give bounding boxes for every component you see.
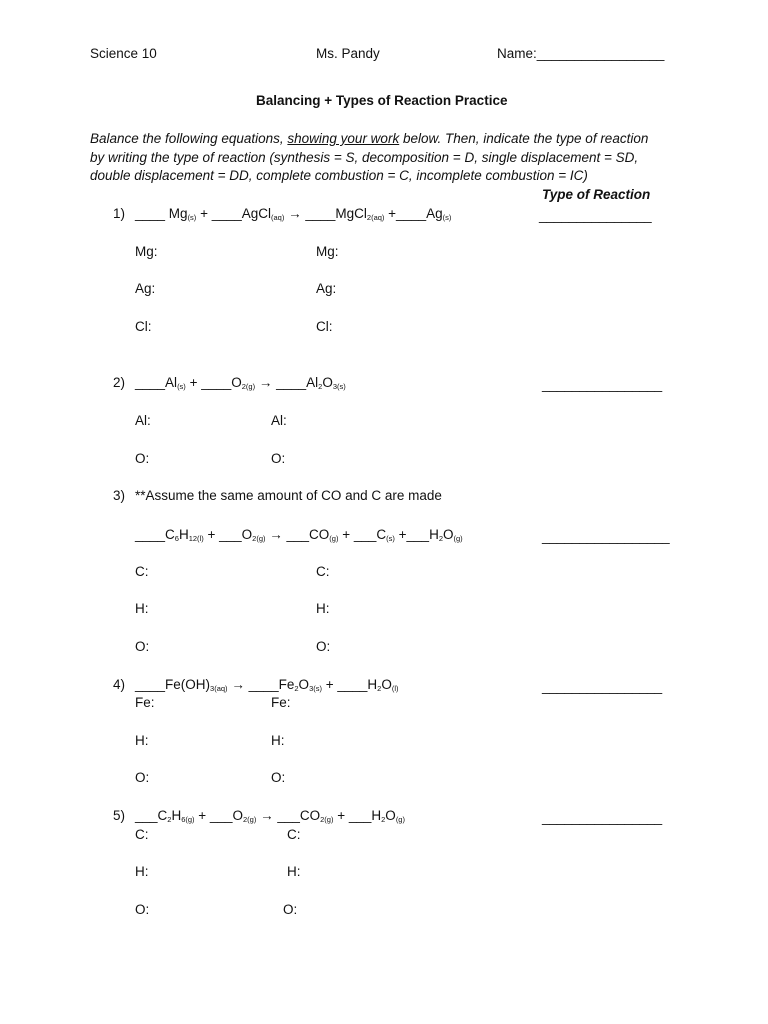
equation-1: ____ $Mg_{(s)}$ + ____AgCl$_{(aq)}$ → ____MgCl$_{2(aq)}$ $+\_\_\_\_Ag_{(s)}$ <box>135 206 452 222</box>
reactant-count-label: C: <box>135 827 149 842</box>
product-count-label: H: <box>287 864 301 879</box>
product-count-label: C: <box>316 564 330 579</box>
question-number: 5) <box>113 808 126 823</box>
question-number: 3) <box>113 488 126 503</box>
answer-blank-4[interactable]: ________________ <box>542 679 663 694</box>
product-count-label: Ag: <box>316 281 337 296</box>
answer-blank-5[interactable]: ________________ <box>542 810 663 825</box>
course-label: Science 10 <box>90 46 157 61</box>
page-title: Balancing + Types of Reaction Practice <box>256 93 508 108</box>
instructions-line-3: double displacement = DD, complete combustion = C, incomplete combustion = IC) <box>90 168 588 183</box>
answer-blank-3[interactable]: _________________ <box>542 529 670 544</box>
equation-2: $\_\_\_\_Al_{(s)}$ + $\_\_\_\_O_{2(g)}$ → $\_\_\_\_Al_2O_{3(s)}$ <box>135 375 346 391</box>
reactant-count-label: H: <box>135 601 149 616</box>
product-count-label: Al: <box>271 413 287 428</box>
equation-5: $\_\_\_C_2H_{6(g)}$ + $\_\_\_O_{2(g)}$ → $\_\_\_CO_{2(g)}$ + $\_\_\_H_2O_{(g)}$ <box>135 808 405 824</box>
reactant-count-label: Cl: <box>135 319 152 334</box>
reactant-count-label: O: <box>135 902 150 917</box>
reactant-count-label: Al: <box>135 413 151 428</box>
product-count-label: Cl: <box>316 319 333 334</box>
answer-blank-1[interactable]: _______________ <box>539 208 652 223</box>
answer-blank-2[interactable]: ________________ <box>542 377 663 392</box>
equation-4: $\_\_\_\_Fe(OH)_{3(aq)}$ → $\_\_\_\_Fe_2O_{3(s)}$ + $\_\_\_\_H_2O_{(l)}$ <box>135 677 399 693</box>
reactant-count-label: C: <box>135 564 149 579</box>
question-number: 1) <box>113 206 126 221</box>
instructions-line-2: by writing the type of reaction (synthesis = S, decomposition = D, single displacement = SD, <box>90 150 639 165</box>
product-count-label: C: <box>287 827 301 842</box>
product-count-label: H: <box>271 733 285 748</box>
product-count-label: Mg: <box>316 244 339 259</box>
name-field[interactable]: Name:_________________ <box>497 46 665 61</box>
product-count-label: O: <box>283 902 298 917</box>
reactant-count-label: H: <box>135 864 149 879</box>
type-of-reaction-header: Type of Reaction <box>542 187 651 202</box>
reactant-count-label: H: <box>135 733 149 748</box>
reactant-count-label: Mg: <box>135 244 158 259</box>
reactant-count-label: O: <box>135 639 150 654</box>
question-number: 2) <box>113 375 126 390</box>
instructions-line-1: Balance the following equations, showing your work below. Then, indicate the type of reaction <box>90 131 649 146</box>
product-count-label: O: <box>271 770 286 785</box>
product-count-label: O: <box>316 639 331 654</box>
reactant-count-label: Fe: <box>135 695 155 710</box>
teacher-label: Ms. Pandy <box>316 46 380 61</box>
question-note: **Assume the same amount of CO and C are made <box>135 488 442 503</box>
product-count-label: H: <box>316 601 330 616</box>
equation-3: $\_\_\_\_C_6H_{12(l)}$ + $\_\_\_O_{2(g)}$ → $\_\_\_CO_{(g)}$ + $\_\_\_C_{(s)}$ $+\_\_\_H_2O_{(g)}$ <box>135 527 463 543</box>
reactant-count-label: O: <box>135 451 150 466</box>
reactant-count-label: Ag: <box>135 281 156 296</box>
reactant-count-label: O: <box>135 770 150 785</box>
product-count-label: Fe: <box>271 695 291 710</box>
question-number: 4) <box>113 677 126 692</box>
product-count-label: O: <box>271 451 286 466</box>
